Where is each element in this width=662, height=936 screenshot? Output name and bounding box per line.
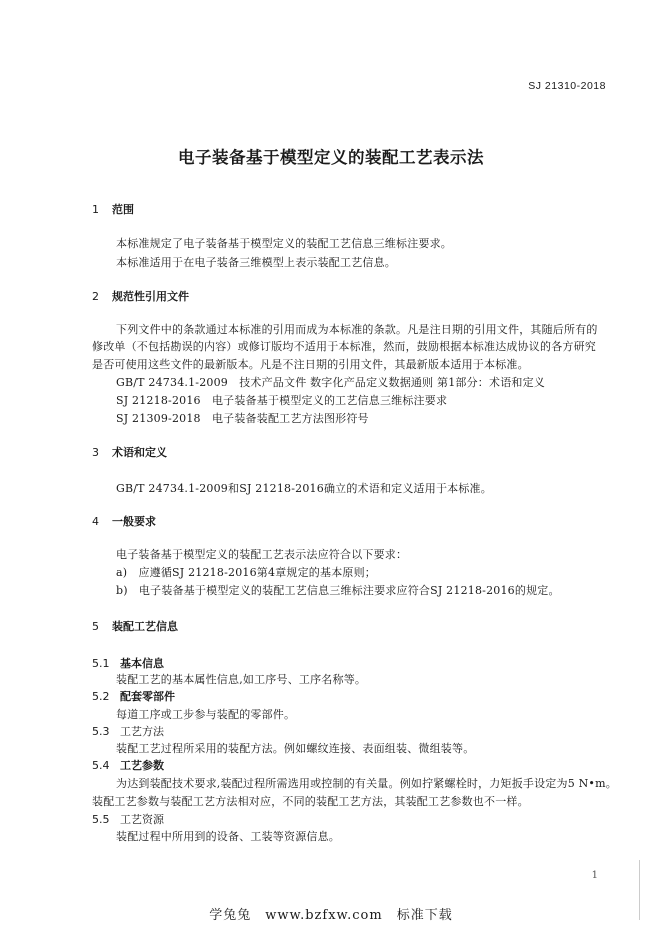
section-2-heading	[92, 288, 189, 304]
subsection-5-2-heading	[92, 688, 175, 704]
subsection-5-5-heading	[92, 811, 164, 827]
subsection-number: 5.4	[92, 759, 110, 772]
section-number: 1	[92, 203, 99, 216]
subsection-title: 基本信息	[120, 657, 164, 670]
list-item: b) 电子装备基于模型定义的装配工艺信息三维标注要求应符合SJ 21218-2016的规定。	[116, 584, 560, 597]
paragraph: 每道工序或工步参与装配的零部件。	[116, 708, 296, 721]
subsection-title: 工艺资源	[120, 813, 164, 826]
subsection-title: 工艺参数	[120, 759, 164, 772]
reference-item: SJ 21218-2016 电子装备基于模型定义的工艺信息三维标注要求	[116, 394, 448, 407]
section-number: 3	[92, 446, 99, 459]
section-number: 2	[92, 290, 99, 303]
paragraph: 装配工艺的基本属性信息,如工序号、工序名称等。	[116, 673, 367, 686]
section-1-heading	[92, 201, 134, 217]
standard-code: SJ 21310-2018	[528, 80, 606, 92]
paragraph: 装配过程中所用到的设备、工装等资源信息。	[116, 830, 340, 843]
section-4-heading	[92, 513, 156, 529]
section-number: 4	[92, 515, 99, 528]
subsection-number: 5.5	[92, 813, 110, 826]
paragraph: GB/T 24734.1-2009和SJ 21218-2016确立的术语和定义适用于本标准。	[116, 482, 492, 495]
document-title: 电子装备基于模型定义的装配工艺表示法	[178, 148, 484, 167]
subsection-5-4-heading	[92, 757, 164, 773]
section-5-heading	[92, 618, 178, 634]
subsection-title: 配套零部件	[120, 690, 175, 703]
list-item: a) 应遵循SJ 21218-2016第4章规定的基本原则；	[116, 566, 376, 579]
section-3-heading	[92, 444, 167, 460]
page-number: 1	[591, 870, 598, 881]
paragraph: 是否可使用这些文件的最新版本。凡是不注日期的引用文件，其最新版本适用于本标准。	[92, 358, 529, 371]
subsection-title: 工艺方法	[120, 725, 164, 738]
paragraph: 装配工艺参数与装配工艺方法相对应，不同的装配工艺方法，其装配工艺参数也不一样。	[92, 795, 529, 808]
paragraph: 本标准规定了电子装备基于模型定义的装配工艺信息三维标注要求。	[116, 237, 452, 250]
reference-item: SJ 21309-2018 电子装备装配工艺方法图形符号	[116, 412, 369, 425]
section-number: 5	[92, 620, 99, 633]
paragraph: 装配工艺过程所采用的装配方法。例如螺纹连接、表面组装、微组装等。	[116, 742, 475, 755]
paragraph: 电子装备基于模型定义的装配工艺表示法应符合以下要求：	[116, 548, 408, 561]
section-title: 一般要求	[112, 515, 156, 528]
section-title: 术语和定义	[112, 446, 167, 459]
subsection-number: 5.1	[92, 657, 110, 670]
paragraph: 下列文件中的条款通过本标准的引用而成为本标准的条款。凡是注日期的引用文件，其随后所有的	[116, 323, 598, 336]
paragraph: 为达到装配技术要求,装配过程所需选用或控制的有关量。例如拧紧螺栓时，力矩扳手设定为5 N•m。	[116, 777, 617, 790]
subsection-5-3-heading	[92, 723, 164, 739]
reference-item: GB/T 24734.1-2009 技术产品文件 数字化产品定义数据通则 第1部分：术语和定义	[116, 376, 545, 389]
subsection-number: 5.2	[92, 690, 110, 703]
section-title: 范围	[112, 203, 134, 216]
paragraph: 修改单（不包括勘误的内容）或修订版均不适用于本标准，然而，鼓励根据本标准达成协议的各方研究	[92, 340, 596, 353]
paragraph: 本标准适用于在电子装备三维模型上表示装配工艺信息。	[116, 256, 396, 269]
section-title: 装配工艺信息	[112, 620, 178, 633]
subsection-5-1-heading	[92, 655, 164, 671]
footer-watermark[interactable]: 学兔兔 www.bzfxw.com 标准下载	[209, 908, 453, 923]
subsection-number: 5.3	[92, 725, 110, 738]
section-title: 规范性引用文件	[112, 290, 189, 303]
